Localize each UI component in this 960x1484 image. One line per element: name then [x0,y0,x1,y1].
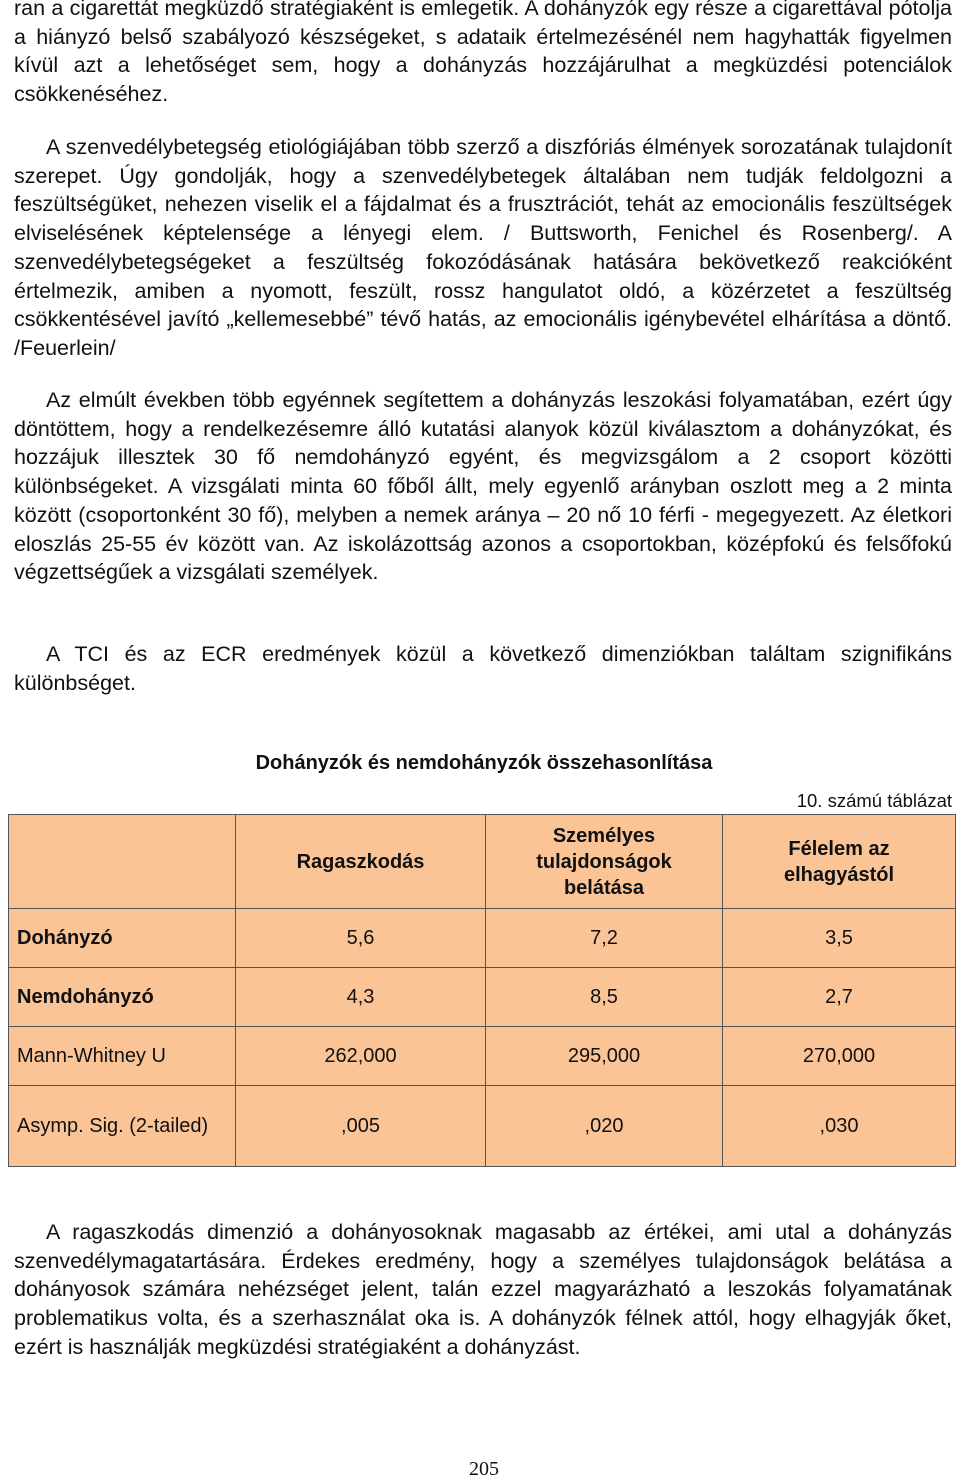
table-row [9,1086,956,1167]
table-cell: ,020 [486,1086,723,1167]
paragraph-study-sample: Az elmúlt években több egyénnek segítettem a dohányzás leszokási folyamatában, ezért úgy döntöttem, hogy a rendelkezésemre álló kutatási alanyok közül kiválasztom a dohányzókat, és hozzájuk illesztek 30 fő nemdohányzó egyént, és megvizsgálom a 2 csoport közötti különbségeket. A vizsgálati minta 60 főből állt, mely egyenlő arányban oszlott meg a 2 minta között (csoportonként 30 fő), melyben a nemek aránya – 20 nő 10 férfi - megegyezett. Az életkori eloszlás 25-55 év között van. Az iskolázottság azonos a csoportokban, középfokú és felsőfokú végzettségűek a vizsgálati személyek. [14,388,952,585]
table-number: 10. számú táblázat [796,790,952,811]
table-row [9,968,956,1027]
table-header-cell-empty [9,815,236,909]
table-cell: 262,000 [236,1027,486,1086]
table-cell: 8,5 [486,968,723,1027]
paragraph-discussion: A ragaszkodás dimenzió a dohányosoknak magasabb az értékei, ami utal a dohányzás szenvedélymagatartására. Érdekes eredmény, hogy a személyes tulajdonságok belátása a dohányosok számára nehézséget jelent, talán ezzel magyarázható a leszokás folyamatának problematikus volta, és a szerhasználat oka is. A dohányzók félnek attól, hogy elhagyják őket, ezért is használják megküzdési stratégiaként a dohányzást. [14,1220,952,1359]
paragraph-etiology: A szenvedélybetegség etiológiájában több szerző a diszfóriás élmények sorozatának tulajdonít szerepet. Úgy gondolják, hogy a szenvedélybetegek általában nem tudják feldolgozni a feszültségüket, nehezen viselik el a fájdalmat és a frusztrációt, tehát az emocionális feszültségek elviselésének képtelensége a lényegi elem. / Buttsworth, Fenichel és Rosenberg/. A szenvedélybetegségeket a feszültség fokozódásának hatására bekövetkező reakcióként értelmezik, amiben a nyomott, feszült, rossz hangulatot oldó, a közérzetet a feszültség csökkentésével javító „kellemesebbé” tévő hatás, az emocionális igénybevétel elhárítása a döntő. /Feuerlein/ [14,135,952,360]
table-cell: ,030 [723,1086,956,1167]
table-cell: 3,5 [723,909,956,968]
table-header-felelem: Félelem az elhagyástól [723,815,956,909]
paragraph-continuation: ran a cigarettát megküzdő stratégiaként is emlegetik. A dohányzók egy része a cigarettával pótolja a hiányzó belső szabályozó készségeket, s adataik értelmezésénél nem hagyhatták figyelmen kívül azt a lehetőséget sem, hogy a dohányzás hozzájárulhat a megküzdési potenciálok csökkenéséhez. [14,0,952,107]
row-label: Mann-Whitney U [9,1027,236,1086]
row-label: Asymp. Sig. (2-tailed) [9,1086,236,1167]
table-cell: 2,7 [723,968,956,1027]
table-row [9,909,956,968]
row-label: Dohányzó [9,909,236,968]
table-header-szemelyes: Személyes tulajdonságok belátása [486,815,723,909]
page-number: 205 [469,1458,499,1480]
comparison-table [8,814,956,1167]
table-cell: 295,000 [486,1027,723,1086]
table-cell: 7,2 [486,909,723,968]
row-label: Nemdohányzó [9,968,236,1027]
table-header-ragaszkodas: Ragaszkodás [236,815,486,909]
table-cell: 270,000 [723,1027,956,1086]
table-row [9,1027,956,1086]
table-title: Dohányzók és nemdohányzók összehasonlítása [255,752,713,774]
table-header-row [9,815,956,909]
table-cell: 5,6 [236,909,486,968]
paragraph-results-intro: A TCI és az ECR eredmények közül a következő dimenziókban találtam szignifikáns különbséget. [14,642,952,695]
table-cell: ,005 [236,1086,486,1167]
table-cell: 4,3 [236,968,486,1027]
